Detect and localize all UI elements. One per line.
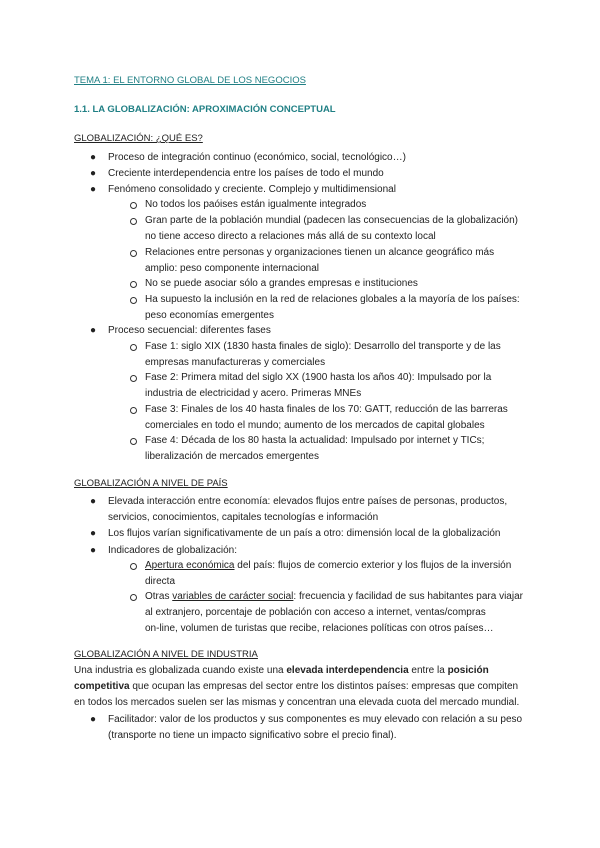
list-item: Elevada interacción entre economía: elevados flujos entre países de personas, productos, [108, 496, 508, 507]
sub-list-item-cont: on-line, volumen de turistas que recibe, relaciones políticas con otros países… [145, 623, 494, 634]
sub-list-item: Fase 1: siglo XIX (1830 hasta finales de siglo): Desarrollo del transporte y de las [145, 341, 501, 352]
circle-bullet-icon [130, 563, 137, 570]
list-item-cont: (transporte no tiene un impacto significativo sobre el precio final). [108, 730, 397, 741]
sub-list-item: Gran parte de la población mundial (padecen las consecuencias de la globalización) [145, 215, 519, 226]
list-item: Indicadores de globalización: [108, 545, 237, 556]
bullet-icon: ● [90, 152, 97, 163]
circle-bullet-icon [130, 344, 137, 351]
sub-list-item-cont: amplio: peso componente internacional [145, 263, 319, 274]
sub-list-item-cont: liberalización de mercados emergentes [145, 451, 319, 462]
circle-bullet-icon [130, 594, 137, 601]
section-title: 1.1. LA GLOBALIZACIÓN: APROXIMACIÓN CONCEPTUAL [74, 104, 336, 115]
paragraph-line: Una industria es globalizada cuando existe una elevada interdependencia entre la posición [74, 665, 489, 676]
circle-bullet-icon [130, 297, 137, 304]
paragraph-line: competitiva que ocupan las empresas del sector entre los distintos países: empresas que compiten [74, 681, 519, 692]
paragraph-line: en todos los mercados suelen ser las mismas y concentran una elevada cuota del mercado mundial. [74, 697, 520, 708]
sub-list-item: No todos los paóises están igualmente integrados [145, 199, 367, 210]
sub-list-item-cont: peso economías emergentes [145, 310, 274, 321]
list-item: Facilitador: valor de los productos y sus componentes es muy elevado con relación a su peso [108, 714, 523, 725]
sub-list-item-cont: empresas manufactureras y comerciales [145, 357, 326, 368]
underlined-term: variables de carácter social [172, 591, 294, 602]
sub-list-item: Apertura económica del país: flujos de comercio exterior y los flujos de la inversión [145, 560, 512, 571]
sub-list-item: Otras variables de carácter social: frecuencia y facilidad de sus habitantes para viajar [145, 591, 523, 602]
sub-list-item: Fase 2: Primera mitad del siglo XX (1900 hasta los años 40): Impulsado por la [145, 372, 492, 383]
sub-list-item: Ha supuesto la inclusión en la red de relaciones globales a la mayoría de los países: [145, 294, 520, 305]
list-item: Creciente interdependencia entre los países de todo el mundo [108, 168, 384, 179]
bullet-icon: ● [90, 714, 97, 725]
circle-bullet-icon [130, 250, 137, 257]
sub-list-item-cont: comerciales en todo el mundo; aumento de los mercados de capital globales [145, 420, 485, 431]
document-title: TEMA 1: EL ENTORNO GLOBAL DE LOS NEGOCIOS [74, 75, 306, 86]
bullet-icon: ● [90, 545, 97, 556]
bullet-icon: ● [90, 496, 97, 507]
circle-bullet-icon [130, 375, 137, 382]
heading-que-es: GLOBALIZACIÓN: ¿QUÉ ES? [74, 133, 203, 144]
bullet-icon: ● [90, 528, 97, 539]
list-item: Proceso de integración continuo (económico, social, tecnológico…) [108, 152, 406, 163]
circle-bullet-icon [130, 218, 137, 225]
circle-bullet-icon [130, 202, 137, 209]
list-item-cont: servicios, conocimientos, capitales tecnologías e información [108, 512, 379, 523]
sub-list-item-cont: directa [145, 576, 176, 587]
sub-list-item-cont: industria de electricidad y acero. Primeras MNEs [145, 388, 362, 399]
underlined-term: Apertura económica [145, 560, 235, 571]
bullet-icon: ● [90, 325, 97, 336]
sub-list-item: Fase 4: Década de los 80 hasta la actualidad: Impulsado por internet y TICs; [145, 435, 485, 446]
heading-industria: GLOBALIZACIÓN A NIVEL DE INDUSTRIA [74, 649, 258, 660]
sub-list-item: Fase 3: Finales de los 40 hasta finales de los 70: GATT, reducción de las barreras [145, 404, 508, 415]
bullet-icon: ● [90, 184, 97, 195]
sub-list-item-cont: al extranjero, porcentaje de población con acceso a internet, ventas/compras [145, 607, 486, 618]
circle-bullet-icon [130, 281, 137, 288]
list-item: Proceso secuencial: diferentes fases [108, 325, 271, 336]
list-item: Los flujos varían significativamente de un país a otro: dimensión local de la globalización [108, 528, 501, 539]
sub-list-item-cont: no tiene acceso directo a relaciones más allá de su contexto local [145, 231, 436, 242]
heading-pais: GLOBALIZACIÓN A NIVEL DE PAÍS [74, 478, 228, 489]
sub-list-item: No se puede asociar sólo a grandes empresas e instituciones [145, 278, 418, 289]
sub-list-item: Relaciones entre personas y organizaciones tienen un alcance geográfico más [145, 247, 495, 258]
circle-bullet-icon [130, 438, 137, 445]
bullet-icon: ● [90, 168, 97, 179]
circle-bullet-icon [130, 407, 137, 414]
list-item: Fenómeno consolidado y creciente. Complejo y multidimensional [108, 184, 396, 195]
